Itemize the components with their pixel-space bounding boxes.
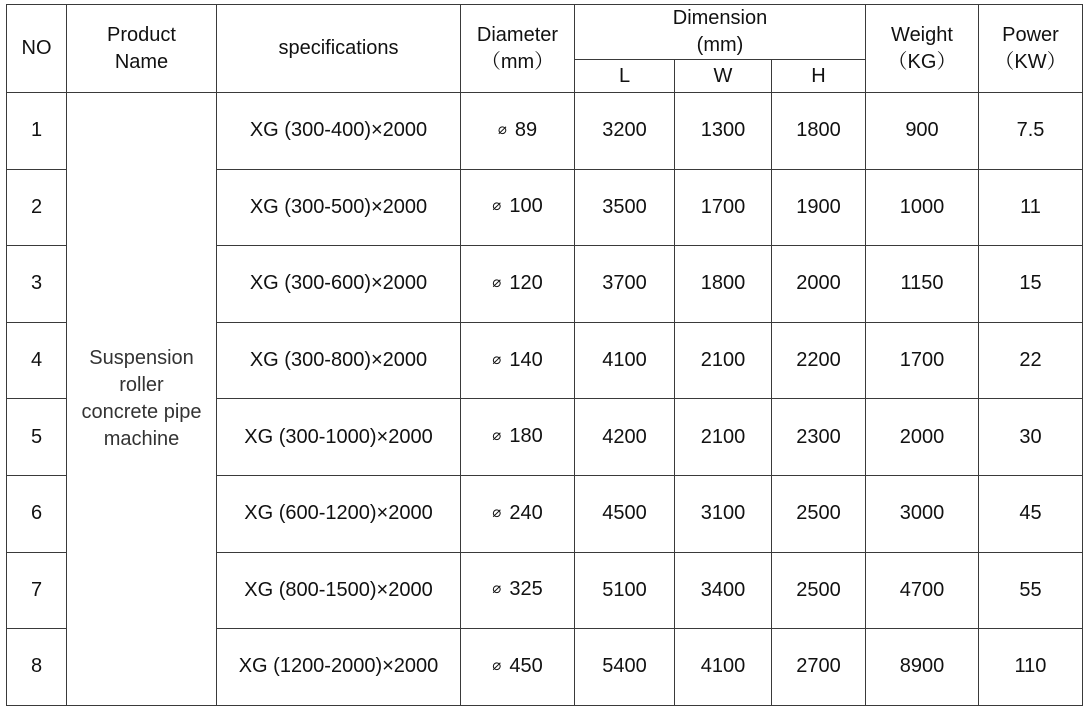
- cell-no: 6: [7, 475, 67, 552]
- cell-width: 1800: [675, 246, 772, 323]
- cell-no: 1: [7, 93, 67, 170]
- cell-width: 2100: [675, 399, 772, 476]
- cell-power: 45: [979, 475, 1083, 552]
- cell-no: 7: [7, 552, 67, 629]
- cell-width: 2100: [675, 322, 772, 399]
- diameter-value: 240: [509, 501, 543, 524]
- table-body: [7, 93, 1083, 706]
- cell-width: 1300: [675, 93, 772, 170]
- cell-width: 3400: [675, 552, 772, 629]
- diameter-icon: ⌀: [492, 427, 502, 445]
- cell-weight: 4700: [866, 552, 979, 629]
- cell-diameter: [461, 246, 575, 323]
- product-name-line: roller: [119, 373, 164, 396]
- table-row: [7, 93, 1083, 170]
- cell-weight: 8900: [866, 629, 979, 706]
- diameter-icon: ⌀: [492, 503, 502, 521]
- cell-no: 3: [7, 246, 67, 323]
- spec-table: [6, 4, 1083, 706]
- cell-height: 2700: [772, 629, 866, 706]
- product-name-line: Suspension: [89, 346, 194, 369]
- diameter-value: 325: [509, 578, 543, 601]
- cell-power: 15: [979, 246, 1083, 323]
- cell-diameter: [461, 93, 575, 170]
- cell-no: 8: [7, 629, 67, 706]
- diameter-value: 120: [509, 271, 543, 294]
- cell-weight: 1000: [866, 169, 979, 246]
- diameter-icon: ⌀: [492, 273, 502, 291]
- diameter-icon: ⌀: [492, 580, 502, 598]
- cell-width: 4100: [675, 629, 772, 706]
- cell-specification: XG (300-800)×2000: [217, 322, 461, 399]
- cell-product-name: [67, 93, 217, 706]
- header-dim-h: H: [772, 60, 866, 93]
- header-specifications: specifications: [217, 5, 461, 93]
- cell-length: 3200: [575, 93, 675, 170]
- product-name-line: concrete pipe: [81, 400, 202, 423]
- cell-specification: XG (300-600)×2000: [217, 246, 461, 323]
- cell-power: 110: [979, 629, 1083, 706]
- cell-specification: XG (300-1000)×2000: [217, 399, 461, 476]
- diameter-value: 100: [509, 195, 543, 218]
- diameter-value: 140: [509, 348, 543, 371]
- cell-weight: 900: [866, 93, 979, 170]
- header-power: Power （KW）: [979, 5, 1083, 93]
- cell-width: 1700: [675, 169, 772, 246]
- cell-height: 2000: [772, 246, 866, 323]
- cell-diameter: [461, 629, 575, 706]
- cell-power: 11: [979, 169, 1083, 246]
- header-row: [7, 5, 1083, 60]
- cell-diameter: [461, 169, 575, 246]
- cell-height: 1800: [772, 93, 866, 170]
- cell-specification: XG (600-1200)×2000: [217, 475, 461, 552]
- cell-diameter: [461, 399, 575, 476]
- cell-weight: 2000: [866, 399, 979, 476]
- cell-height: 1900: [772, 169, 866, 246]
- cell-diameter: [461, 552, 575, 629]
- cell-specification: XG (1200-2000)×2000: [217, 629, 461, 706]
- header-dimension: Dimension (mm): [575, 5, 866, 60]
- cell-length: 5100: [575, 552, 675, 629]
- cell-power: 7.5: [979, 93, 1083, 170]
- cell-weight: 1150: [866, 246, 979, 323]
- cell-no: 5: [7, 399, 67, 476]
- diameter-icon: ⌀: [492, 656, 502, 674]
- cell-width: 3100: [675, 475, 772, 552]
- cell-length: 4200: [575, 399, 675, 476]
- diameter-icon: ⌀: [492, 197, 502, 215]
- header-weight: Weight （KG）: [866, 5, 979, 93]
- header-dim-w: W: [675, 60, 772, 93]
- cell-length: 3500: [575, 169, 675, 246]
- cell-diameter: [461, 475, 575, 552]
- cell-specification: XG (800-1500)×2000: [217, 552, 461, 629]
- cell-weight: 1700: [866, 322, 979, 399]
- cell-height: 2500: [772, 552, 866, 629]
- diameter-value: 450: [509, 654, 543, 677]
- cell-length: 5400: [575, 629, 675, 706]
- cell-specification: XG (300-400)×2000: [217, 93, 461, 170]
- cell-length: 3700: [575, 246, 675, 323]
- cell-no: 4: [7, 322, 67, 399]
- cell-height: 2200: [772, 322, 866, 399]
- diameter-value: 89: [514, 118, 538, 141]
- diameter-icon: ⌀: [497, 120, 507, 138]
- product-name-line: machine: [103, 427, 180, 450]
- cell-height: 2300: [772, 399, 866, 476]
- cell-no: 2: [7, 169, 67, 246]
- header-product-name: Product Name: [67, 5, 217, 93]
- header-dim-l: L: [575, 60, 675, 93]
- cell-power: 30: [979, 399, 1083, 476]
- header-no: NO: [7, 5, 67, 93]
- header-diameter: Diameter （mm）: [461, 5, 575, 93]
- cell-length: 4100: [575, 322, 675, 399]
- cell-length: 4500: [575, 475, 675, 552]
- cell-power: 22: [979, 322, 1083, 399]
- diameter-value: 180: [509, 425, 543, 448]
- cell-specification: XG (300-500)×2000: [217, 169, 461, 246]
- cell-weight: 3000: [866, 475, 979, 552]
- cell-height: 2500: [772, 475, 866, 552]
- diameter-icon: ⌀: [492, 350, 502, 368]
- cell-power: 55: [979, 552, 1083, 629]
- cell-diameter: [461, 322, 575, 399]
